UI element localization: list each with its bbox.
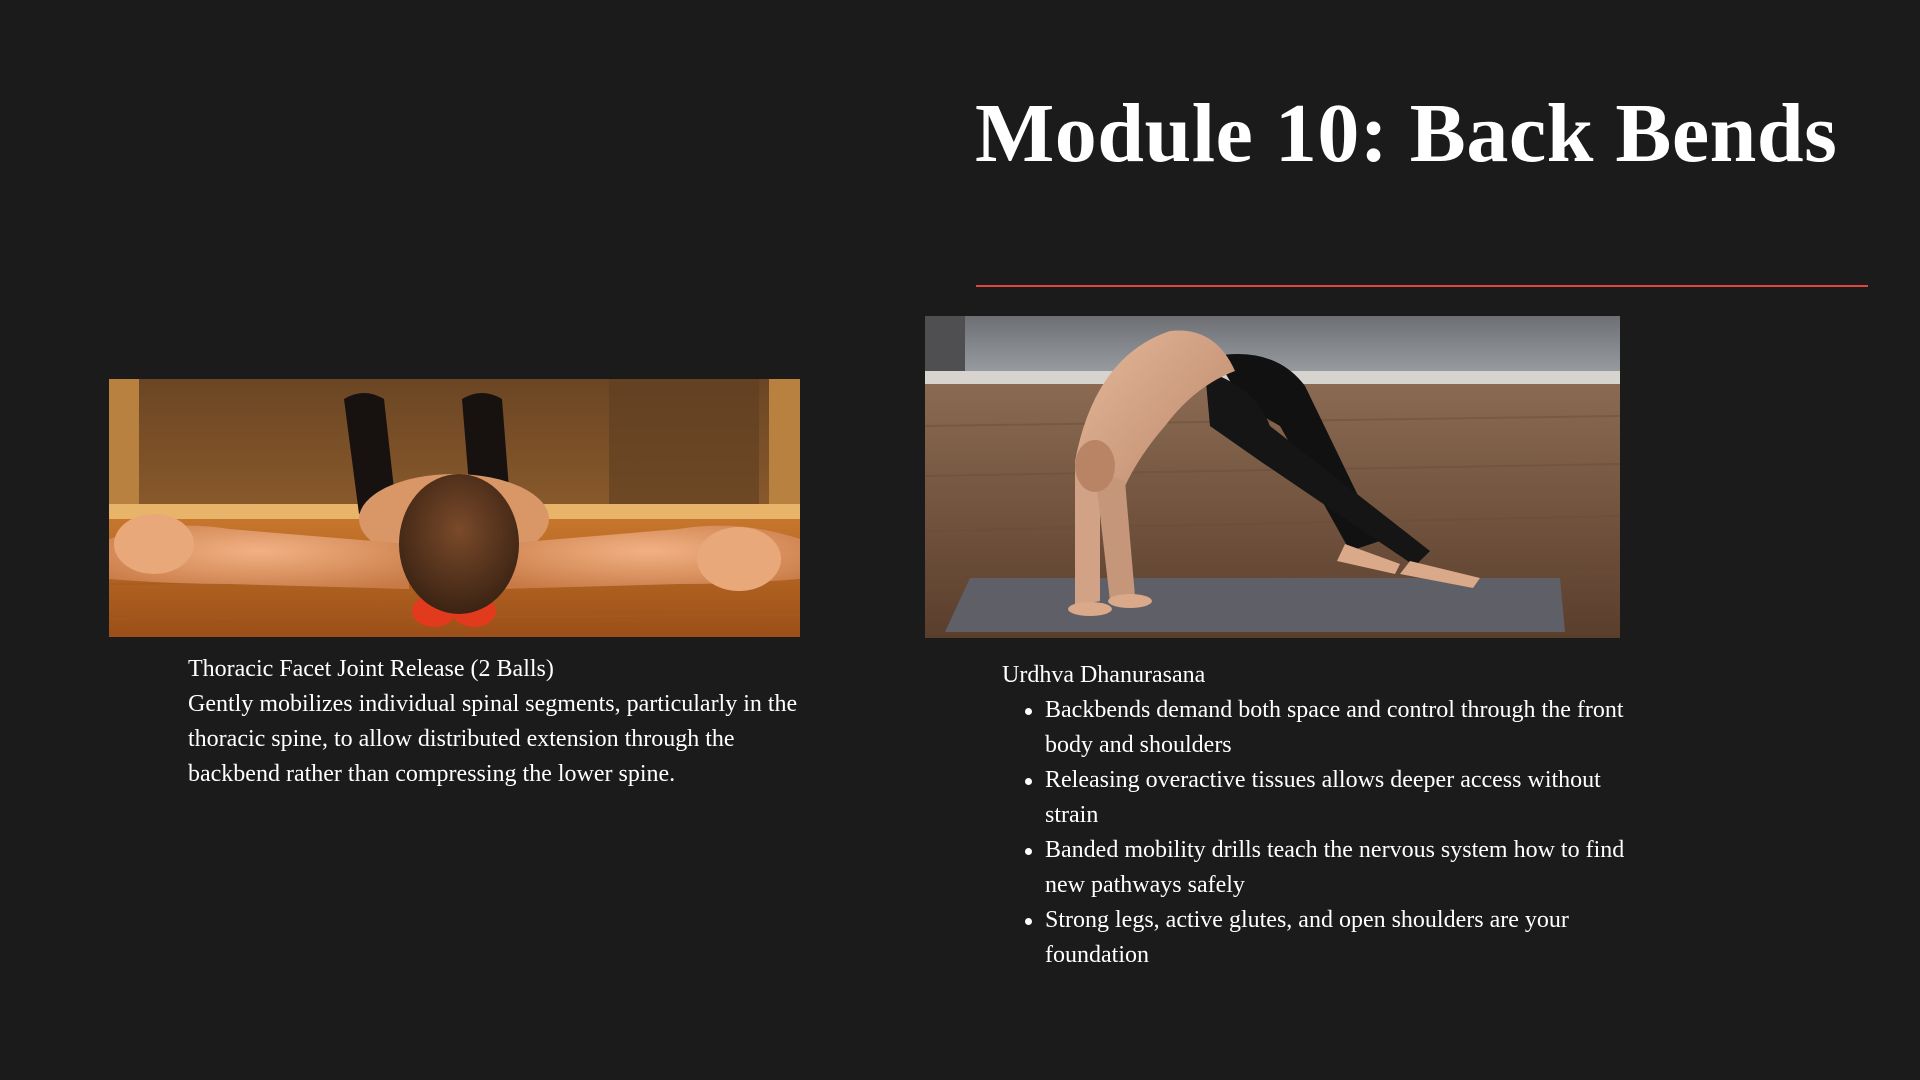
thoracic-release-description: Gently mobilizes individual spinal segments, particularly in the thoracic spine, to allow distributed extension through the backbend rather than compressing the lower spine. <box>188 691 798 787</box>
thoracic-release-photo <box>109 379 800 637</box>
thoracic-release-title: Thoracic Facet Joint Release (2 Balls) <box>188 656 554 682</box>
list-item: Releasing overactive tissues allows deeper access without strain <box>1045 763 1642 833</box>
list-item: Banded mobility drills teach the nervous system how to find new pathways safely <box>1045 833 1642 903</box>
title-divider <box>976 285 1868 287</box>
urdhva-dhanurasana-photo <box>925 316 1620 638</box>
thoracic-release-caption <box>188 652 813 792</box>
list-item: Strong legs, active glutes, and open shoulders are your foundation <box>1045 903 1642 973</box>
pose-name: Urdhva Dhanurasana <box>1002 662 1206 688</box>
list-item: Backbends demand both space and control through the front body and shoulders <box>1045 693 1642 763</box>
pose-caption <box>1002 658 1642 973</box>
slide-title: Module 10: Back Bends <box>975 87 1838 180</box>
pose-bullet-list <box>1002 693 1642 973</box>
